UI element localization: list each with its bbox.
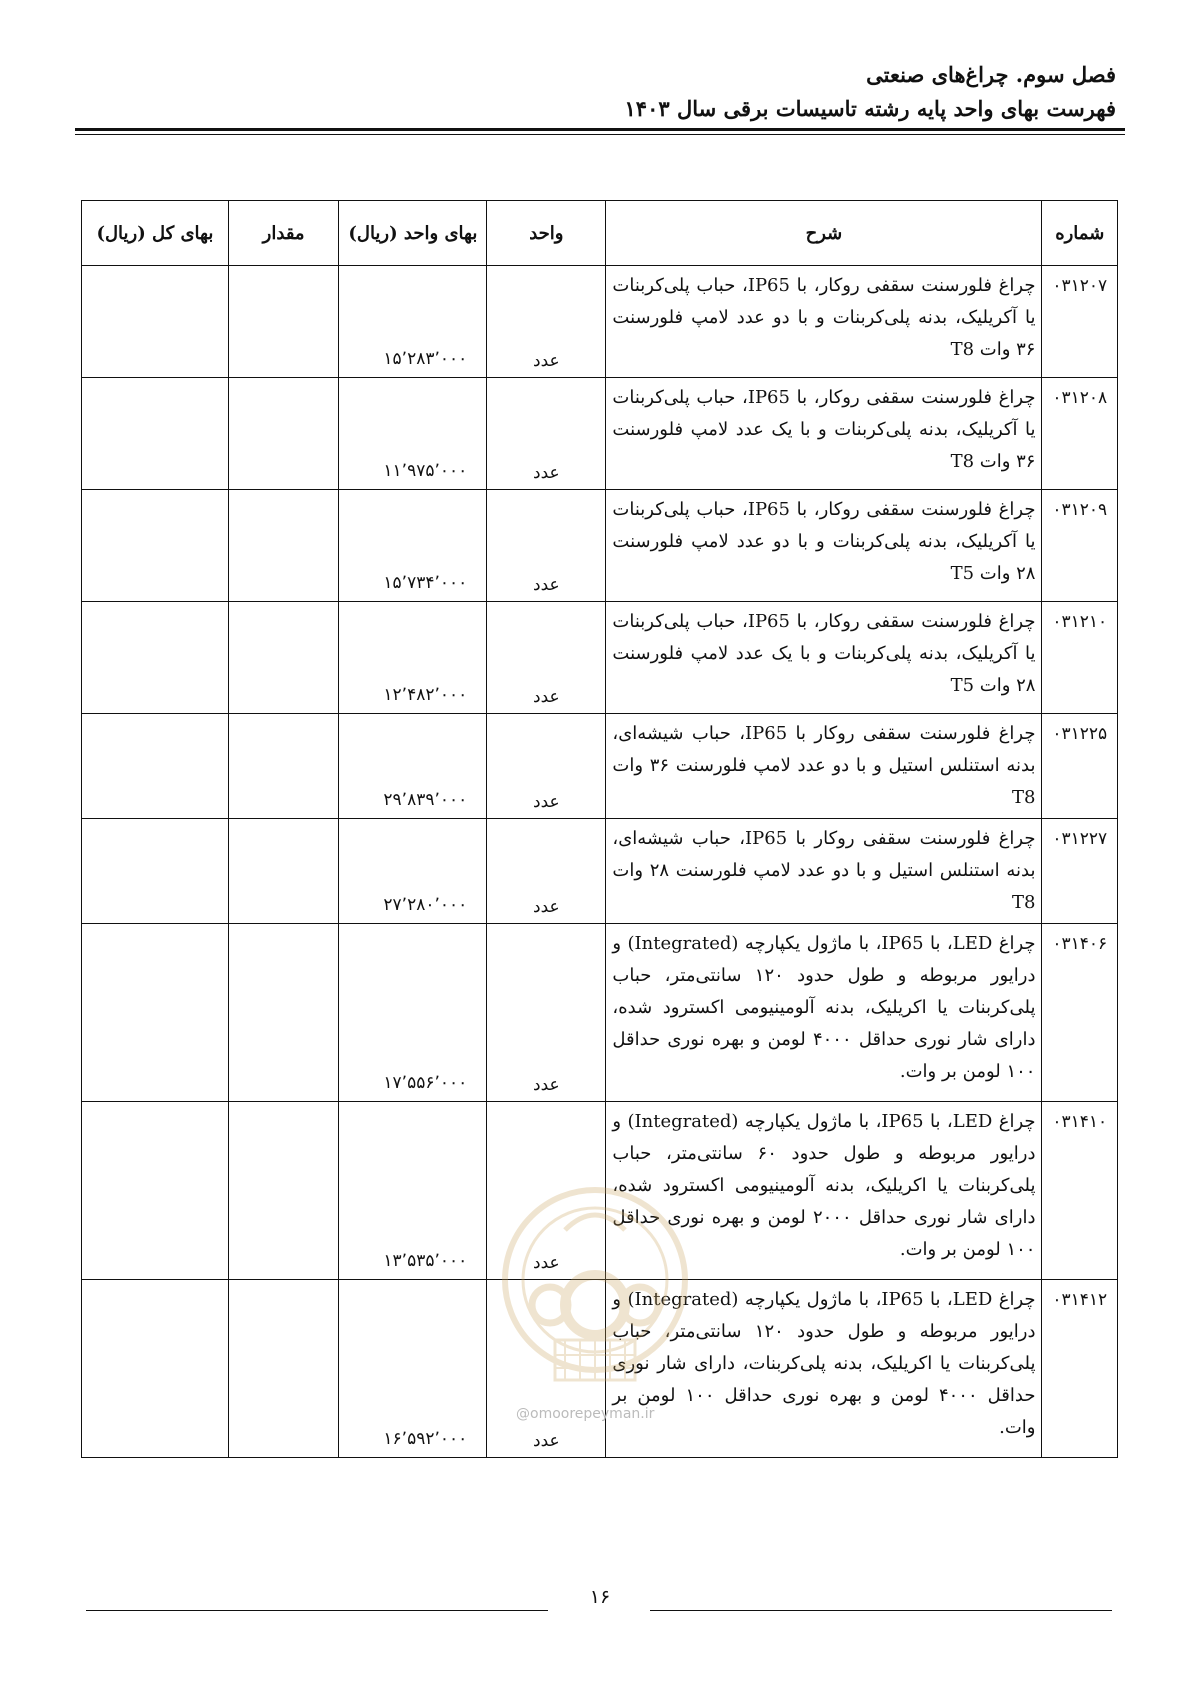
item-unit: عدد <box>487 602 606 714</box>
footer-divider-right <box>650 1610 1112 1611</box>
item-total-price <box>82 819 229 924</box>
item-unit: عدد <box>487 266 606 378</box>
item-number: ۰۳۱۲۰۹ <box>1042 490 1118 602</box>
table-row <box>82 602 1118 714</box>
item-number: ۰۳۱۲۱۰ <box>1042 602 1118 714</box>
item-unit-price: ۱۳٬۵۳۵٬۰۰۰ <box>339 1102 487 1280</box>
item-number: ۰۳۱۲۲۷ <box>1042 819 1118 924</box>
item-number: ۰۳۱۴۱۲ <box>1042 1280 1118 1458</box>
item-quantity <box>228 602 339 714</box>
table-row <box>82 490 1118 602</box>
item-quantity <box>228 266 339 378</box>
item-total-price <box>82 266 229 378</box>
item-description: چراغ LED، با IP65، با ماژول یکپارچه (Integrated) و درایور مربوطه و طول حدود ۱۲۰ سانتی‌متر، حباب پلی‌کربنات یا اکریلیک، بدنه پلی‌کربنات، دارای شار نوری حداقل ۴۰۰۰ لومن و بهره نوری حداقل ۱۰۰ لومن بر وات. <box>606 1280 1042 1458</box>
item-description: چراغ LED، با IP65، با ماژول یکپارچه (Integrated) و درایور مربوطه و طول حدود ۶۰ سانتی‌متر، حباب پلی‌کربنات یا اکریلیک، بدنه آلومینیومی اکسترود شده، دارای شار نوری حداقل ۲۰۰۰ لومن و بهره نوری حداقل ۱۰۰ لومن بر وات. <box>606 1102 1042 1280</box>
chapter-title: فصل سوم. چراغ‌های صنعتی <box>866 62 1116 87</box>
document-title: فهرست بهای واحد پایه رشته تاسیسات برقی سال ۱۴۰۳ <box>624 96 1116 121</box>
item-quantity <box>228 490 339 602</box>
table-row <box>82 819 1118 924</box>
item-total-price <box>82 1280 229 1458</box>
item-unit-price: ۱۵٬۷۳۴٬۰۰۰ <box>339 490 487 602</box>
item-quantity <box>228 1280 339 1458</box>
item-total-price <box>82 1102 229 1280</box>
page-number: ۱۶ <box>589 1586 611 1608</box>
item-unit-price: ۱۱٬۹۷۵٬۰۰۰ <box>339 378 487 490</box>
item-description: چراغ فلورسنت سقفی روکار، با IP65، حباب پلی‌کربنات یا آکریلیک، بدنه پلی‌کربنات و با دو عدد لامپ فلورسنت ۲۸ وات T5 <box>606 490 1042 602</box>
header-number: شماره <box>1042 201 1118 266</box>
item-total-price <box>82 714 229 819</box>
item-quantity <box>228 819 339 924</box>
header-divider-thick <box>75 128 1125 131</box>
item-unit-price: ۱۷٬۵۵۶٬۰۰۰ <box>339 924 487 1102</box>
table-row <box>82 1280 1118 1458</box>
table-header-row <box>82 201 1118 266</box>
item-description: چراغ فلورسنت سقفی روکار، با IP65، حباب پلی‌کربنات یا آکریلیک، بدنه پلی‌کربنات و با دو عدد لامپ فلورسنت ۳۶ وات T8 <box>606 266 1042 378</box>
item-description: چراغ فلورسنت سقفی روکار با IP65، حباب شیشه‌ای، بدنه استنلس استیل و با دو عدد لامپ فلورسنت ۳۶ وات T8 <box>606 714 1042 819</box>
item-unit: عدد <box>487 819 606 924</box>
header-quantity: مقدار <box>228 201 339 266</box>
item-unit: عدد <box>487 924 606 1102</box>
item-unit: عدد <box>487 490 606 602</box>
header-unit-price: بهای واحد (ریال) <box>339 201 487 266</box>
item-total-price <box>82 378 229 490</box>
item-description: چراغ فلورسنت سقفی روکار، با IP65، حباب پلی‌کربنات یا آکریلیک، بدنه پلی‌کربنات و با یک عدد لامپ فلورسنت ۲۸ وات T5 <box>606 602 1042 714</box>
item-number: ۰۳۱۲۰۷ <box>1042 266 1118 378</box>
item-unit: عدد <box>487 1102 606 1280</box>
page-header <box>66 58 1116 126</box>
footer-divider-left <box>86 1610 548 1611</box>
item-unit: عدد <box>487 714 606 819</box>
item-unit-price: ۱۶٬۵۹۲٬۰۰۰ <box>339 1280 487 1458</box>
item-quantity <box>228 1102 339 1280</box>
table-row <box>82 378 1118 490</box>
item-unit-price: ۲۹٬۸۳۹٬۰۰۰ <box>339 714 487 819</box>
item-unit-price: ۱۵٬۲۸۳٬۰۰۰ <box>339 266 487 378</box>
item-total-price <box>82 924 229 1102</box>
table-row <box>82 714 1118 819</box>
item-total-price <box>82 490 229 602</box>
item-number: ۰۳۱۴۱۰ <box>1042 1102 1118 1280</box>
item-description: چراغ فلورسنت سقفی روکار با IP65، حباب شیشه‌ای، بدنه استنلس استیل و با دو عدد لامپ فلورسنت ۲۸ وات T8 <box>606 819 1042 924</box>
header-unit: واحد <box>487 201 606 266</box>
table-row <box>82 1102 1118 1280</box>
item-unit: عدد <box>487 378 606 490</box>
item-number: ۰۳۱۲۲۵ <box>1042 714 1118 819</box>
header-divider-thin <box>75 134 1125 135</box>
header-description: شرح <box>606 201 1042 266</box>
table-row <box>82 266 1118 378</box>
item-quantity <box>228 924 339 1102</box>
watermark-text: @omoorepeyman.ir <box>516 1406 655 1422</box>
item-unit-price: ۲۷٬۲۸۰٬۰۰۰ <box>339 819 487 924</box>
price-list-table <box>81 200 1118 1458</box>
item-unit-price: ۱۲٬۴۸۲٬۰۰۰ <box>339 602 487 714</box>
item-description: چراغ LED، با IP65، با ماژول یکپارچه (Integrated) و درایور مربوطه و طول حدود ۱۲۰ سانتی‌متر، حباب پلی‌کربنات یا اکریلیک، بدنه آلومینیومی اکسترود شده، دارای شار نوری حداقل ۴۰۰۰ لومن و بهره نوری حداقل ۱۰۰ لومن بر وات. <box>606 924 1042 1102</box>
item-number: ۰۳۱۲۰۸ <box>1042 378 1118 490</box>
item-quantity <box>228 714 339 819</box>
item-quantity <box>228 378 339 490</box>
item-number: ۰۳۱۴۰۶ <box>1042 924 1118 1102</box>
item-total-price <box>82 602 229 714</box>
item-description: چراغ فلورسنت سقفی روکار، با IP65، حباب پلی‌کربنات یا آکریلیک، بدنه پلی‌کربنات و با یک عدد لامپ فلورسنت ۳۶ وات T8 <box>606 378 1042 490</box>
header-total-price: بهای کل (ریال) <box>82 201 229 266</box>
item-unit: عدد <box>487 1280 606 1458</box>
table-row <box>82 924 1118 1102</box>
